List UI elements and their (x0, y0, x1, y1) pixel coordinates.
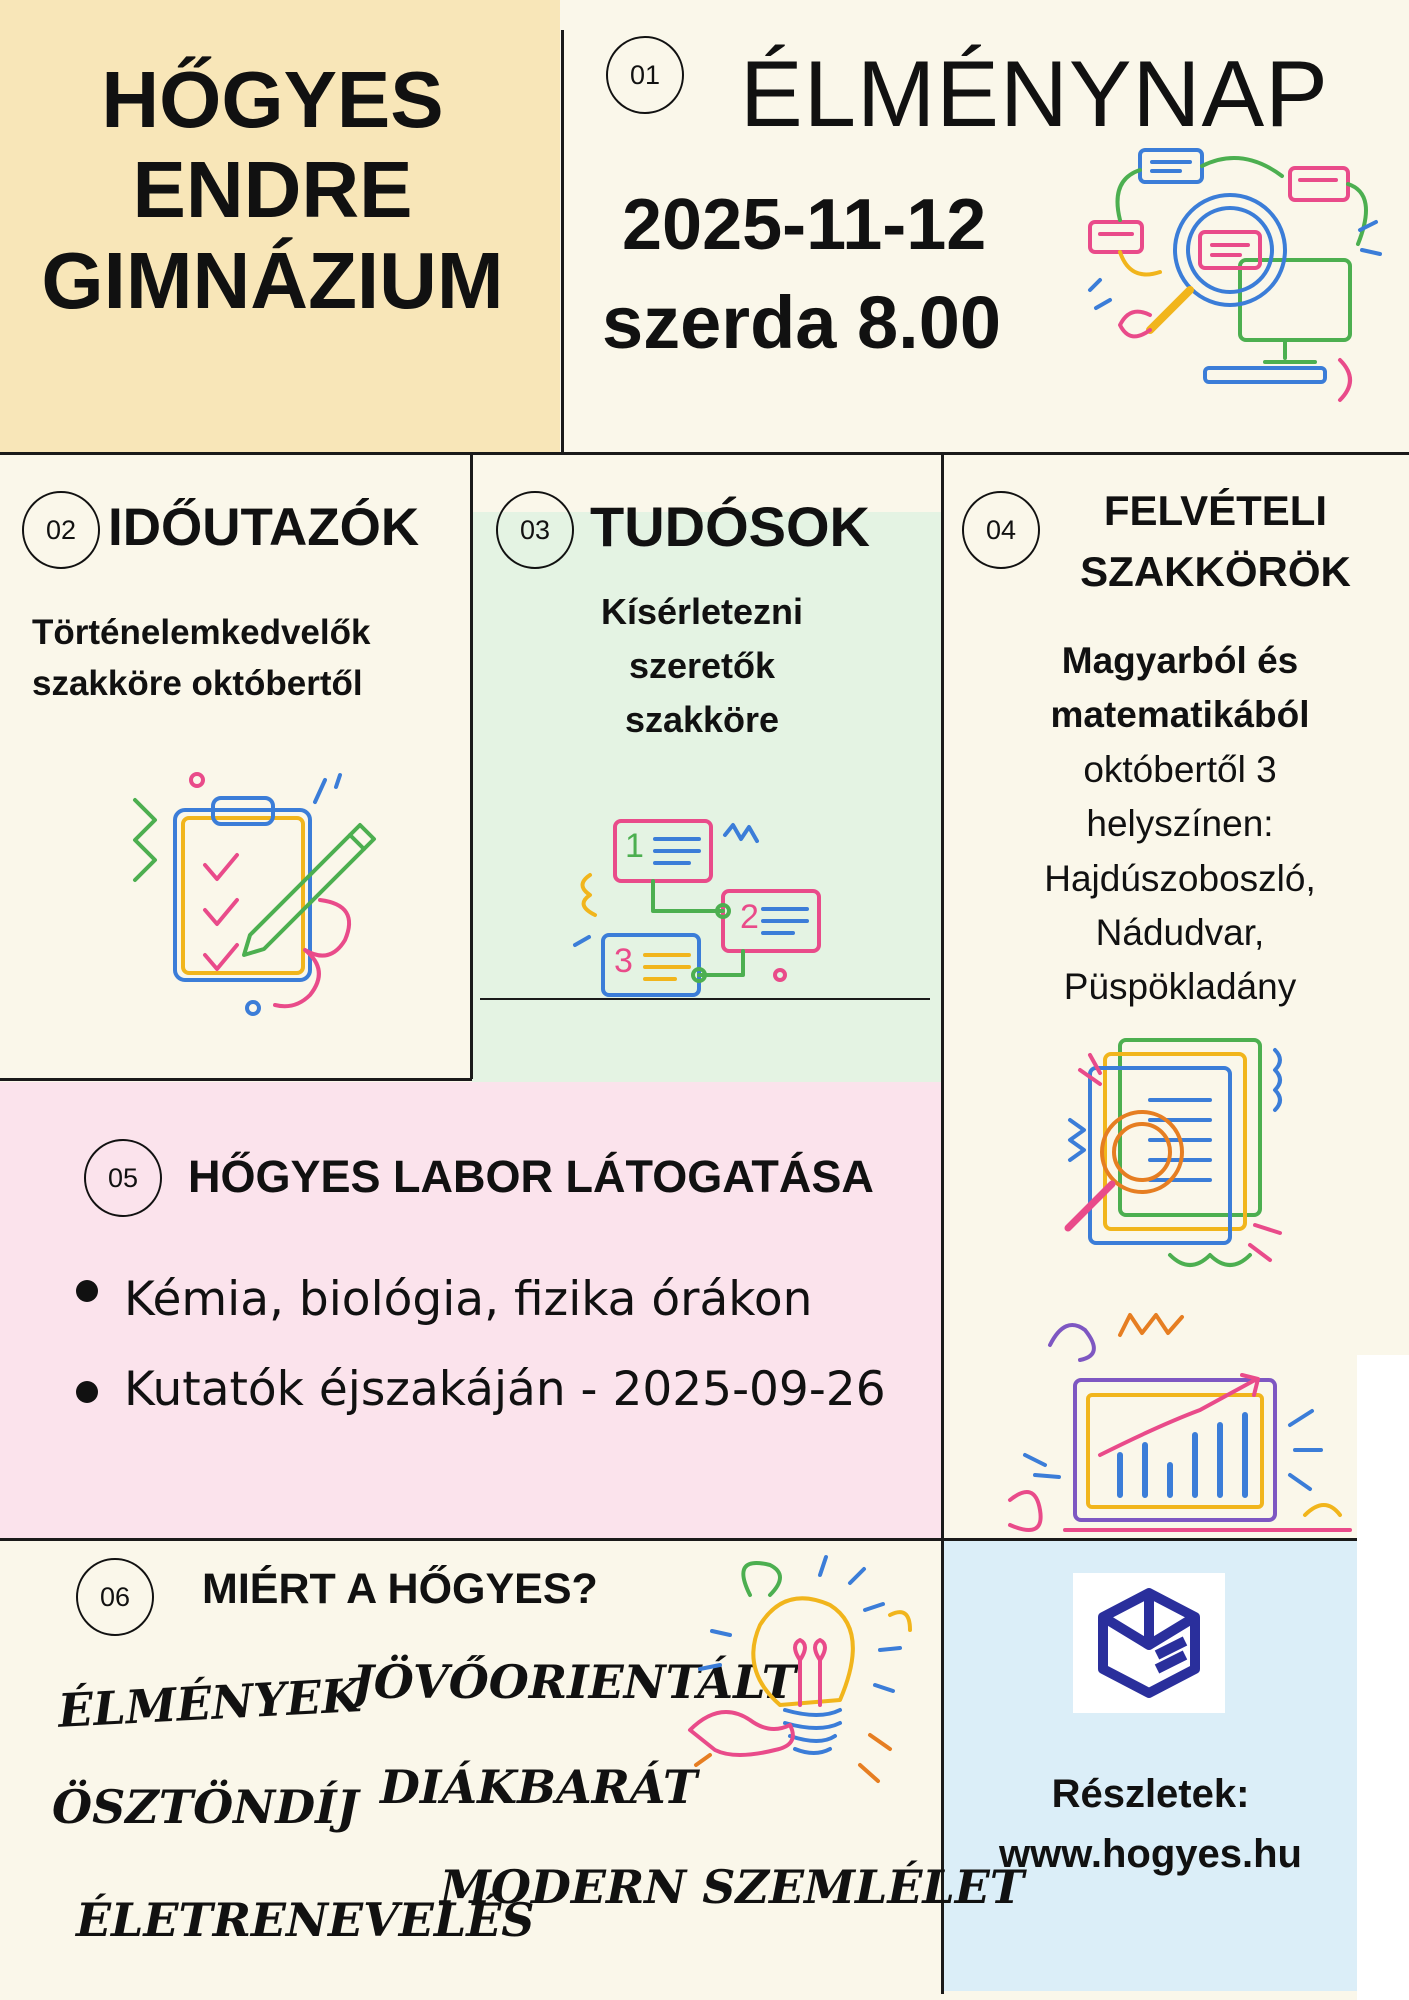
section4-title-line: SZAKKÖRÖK (1080, 547, 1351, 595)
reason-word: JÖVŐORIENTÁLT (352, 1655, 796, 1709)
event-time: szerda 8.00 (602, 281, 1002, 364)
logo-mark (1097, 1589, 1201, 1697)
reason-word: DIÁKBARÁT (380, 1760, 698, 1814)
section3-title: TUDÓSOK (590, 495, 870, 558)
section-number-01: 01 (606, 36, 684, 114)
reason-word: ÖSZTÖNDÍJ (52, 1780, 359, 1834)
right-margin (1357, 1355, 1409, 2000)
reason-word: MODERN SZEMLÉLET (440, 1860, 1025, 1914)
section2-title: IDŐUTAZÓK (108, 498, 420, 557)
event-title: ÉLMÉNYNAP (740, 41, 1329, 146)
school-name-line: ENDRE (132, 145, 413, 235)
flowchart-step-3: 3 (614, 942, 633, 980)
section2-text-line: Történelemkedvelők (32, 613, 371, 652)
reason-word: ÉLMÉNYEK (56, 1668, 363, 1738)
school-name (0, 55, 545, 326)
section5-bullet (76, 1280, 98, 1302)
section2-text (32, 608, 370, 710)
section4-text-line: Nádudvar, (1095, 911, 1265, 953)
section6-title: MIÉRT A HŐGYES? (202, 1565, 598, 1613)
section4-text-line: Püspökladány (1063, 966, 1297, 1008)
section-number-05: 05 (84, 1139, 162, 1217)
section3-text (472, 585, 932, 747)
section-number-06: 06 (76, 1558, 154, 1636)
lightbulb-icon (690, 1555, 920, 1790)
reason-word: ÉLETRENEVELÉS (76, 1893, 535, 1947)
section4-text-line: Magyarból és (1061, 640, 1299, 681)
section4-text-line: októbertől 3 (1083, 748, 1277, 790)
section4-title (1068, 481, 1363, 603)
contact-url[interactable]: www.hogyes.hu (999, 1832, 1302, 1876)
section4-text-line: matematikából (1050, 694, 1310, 736)
flowchart-step-1: 1 (625, 827, 644, 865)
flowchart-step-2: 2 (740, 898, 759, 936)
section4-title-line: FELVÉTELI (1103, 487, 1328, 534)
school-name-line: HŐGYES (101, 55, 444, 144)
section5-bullet-text: Kutatók éjszakáján - 2025-09-26 (124, 1362, 886, 1417)
document-search-icon (1050, 1030, 1300, 1280)
section4-text-line: helyszínen: (1086, 803, 1274, 845)
divider (941, 454, 944, 1994)
school-logo (1073, 1573, 1225, 1713)
clipboard-checklist-icon (125, 770, 385, 1020)
section5-bullet (76, 1381, 98, 1403)
magnifier-computer-icon (1090, 140, 1380, 400)
divider (0, 452, 1409, 455)
section3-text-line: szakköre (624, 699, 780, 740)
growth-chart-icon (1010, 1305, 1350, 1545)
section3-text-line: szeretők (628, 645, 776, 686)
section4-text (965, 634, 1395, 1015)
divider (0, 1078, 472, 1081)
school-name-line: GIMNÁZIUM (41, 235, 504, 325)
section-number-04: 04 (962, 491, 1040, 569)
event-date: 2025-11-12 (622, 185, 987, 265)
contact-label: Részletek: (1051, 1772, 1250, 1816)
divider (470, 454, 473, 1079)
section-number-03: 03 (496, 491, 574, 569)
section5-title: HŐGYES LABOR LÁTOGATÁSA (188, 1151, 874, 1202)
divider (561, 30, 564, 454)
section5-bullet-text: Kémia, biológia, fizika órákon (124, 1272, 813, 1327)
section3-text-line: Kísérletezni (600, 591, 804, 632)
section-number-02: 02 (22, 491, 100, 569)
section4-text-line: Hajdúszoboszló, (1044, 857, 1316, 899)
section2-text-line: szakköre októbertől (32, 663, 363, 703)
